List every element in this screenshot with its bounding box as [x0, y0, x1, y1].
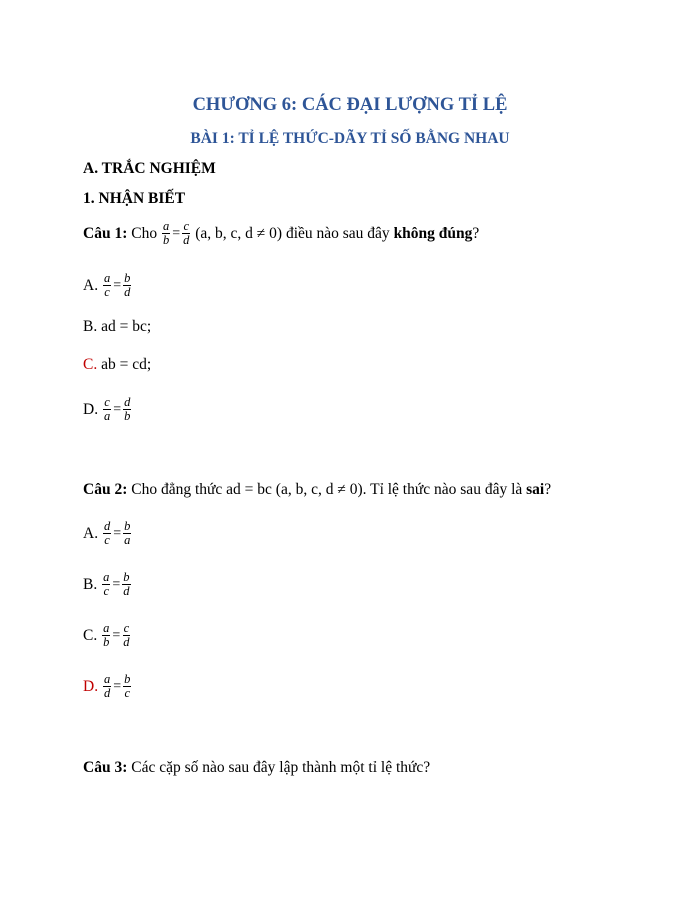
question-1-label: Câu 1: [83, 224, 128, 242]
option-text: ab = cd; [101, 356, 152, 373]
numerator: c [183, 219, 190, 233]
numerator: b [124, 519, 131, 533]
fraction [103, 673, 111, 700]
fraction [103, 272, 111, 299]
q2-option-d [83, 673, 132, 700]
fraction [123, 520, 131, 547]
denominator: b [124, 409, 131, 424]
equals-sign: = [113, 277, 122, 293]
section-heading-a: A. TRẮC NGHIỆM [83, 160, 216, 177]
question-2 [83, 481, 551, 499]
denominator: d [123, 584, 130, 599]
question-2-label: Câu 2: [83, 481, 128, 498]
question-2-text-end: ? [544, 481, 552, 498]
question-3-label: Câu 3: [83, 759, 128, 776]
denominator: c [104, 533, 110, 548]
numerator: a [103, 672, 111, 686]
numerator: a [103, 621, 110, 635]
equals-sign: = [112, 627, 121, 643]
fraction [122, 622, 130, 649]
denominator: a [103, 409, 111, 424]
equals-sign: = [113, 401, 122, 417]
option-letter-answer: D. [83, 677, 99, 695]
numerator: d [103, 519, 111, 533]
equals-sign: = [172, 225, 181, 241]
q1-option-c [83, 356, 151, 374]
fraction [123, 396, 131, 423]
fraction [123, 272, 131, 299]
question-2-emphasis: sai [526, 481, 545, 498]
denominator: d [183, 233, 190, 248]
numerator: c [123, 621, 130, 635]
denominator: a [124, 533, 131, 548]
q1-option-b [83, 318, 151, 336]
numerator: b [124, 672, 131, 686]
denominator: d [124, 285, 131, 300]
option-letter: B. [83, 318, 98, 335]
q2-option-c [83, 622, 132, 649]
option-letter: D. [83, 400, 99, 418]
numerator: b [124, 271, 131, 285]
option-letter: B. [83, 575, 98, 593]
q2-option-b [83, 571, 132, 598]
fraction [123, 673, 131, 700]
q1-option-d [83, 396, 132, 423]
option-letter: A. [83, 276, 99, 294]
numerator: c [104, 395, 110, 409]
equals-sign: = [113, 678, 122, 694]
option-text: ad = bc; [101, 318, 152, 335]
denominator: c [104, 285, 110, 300]
denominator: c [103, 584, 109, 599]
option-letter: A. [83, 524, 99, 542]
fraction [162, 220, 170, 247]
question-1-text-end: ? [472, 224, 480, 242]
fraction [103, 396, 111, 423]
denominator: d [103, 686, 111, 701]
question-1-text-before: Cho [127, 224, 161, 242]
equals-sign: = [112, 576, 121, 592]
option-letter-answer: C. [83, 356, 98, 373]
numerator: d [124, 395, 131, 409]
question-1 [83, 220, 479, 247]
numerator: a [103, 570, 110, 584]
question-1-emphasis: không đúng [393, 224, 473, 242]
equals-sign: = [113, 525, 122, 541]
numerator: a [162, 219, 170, 233]
option-letter: C. [83, 626, 98, 644]
denominator: b [103, 635, 110, 650]
q1-option-a [83, 272, 132, 299]
question-3 [83, 759, 430, 777]
section-heading-1: 1. NHẬN BIẾT [83, 190, 186, 207]
question-2-text: Cho đẳng thức ad = bc (a, b, c, d ≠ 0). Tỉ lệ thức nào sau đây là [127, 481, 527, 498]
fraction [102, 622, 110, 649]
question-1-text-mid: (a, b, c, d ≠ 0) điều nào sau đây [191, 224, 394, 242]
question-3-text: Các cặp số nào sau đây lập thành một tỉ lệ thức? [127, 759, 431, 776]
denominator: d [123, 635, 130, 650]
lesson-title: BÀI 1: TỈ LỆ THỨC-DÃY TỈ SỐ BẰNG NHAU [190, 130, 510, 147]
fraction [103, 520, 111, 547]
denominator: b [162, 233, 170, 248]
fraction [182, 220, 190, 247]
q2-option-a [83, 520, 132, 547]
fraction [122, 571, 130, 598]
chapter-title: CHƯƠNG 6: CÁC ĐẠI LƯỢNG TỈ LỆ [192, 95, 508, 115]
numerator: b [123, 570, 130, 584]
numerator: a [103, 271, 111, 285]
fraction [102, 571, 110, 598]
denominator: c [124, 686, 131, 701]
